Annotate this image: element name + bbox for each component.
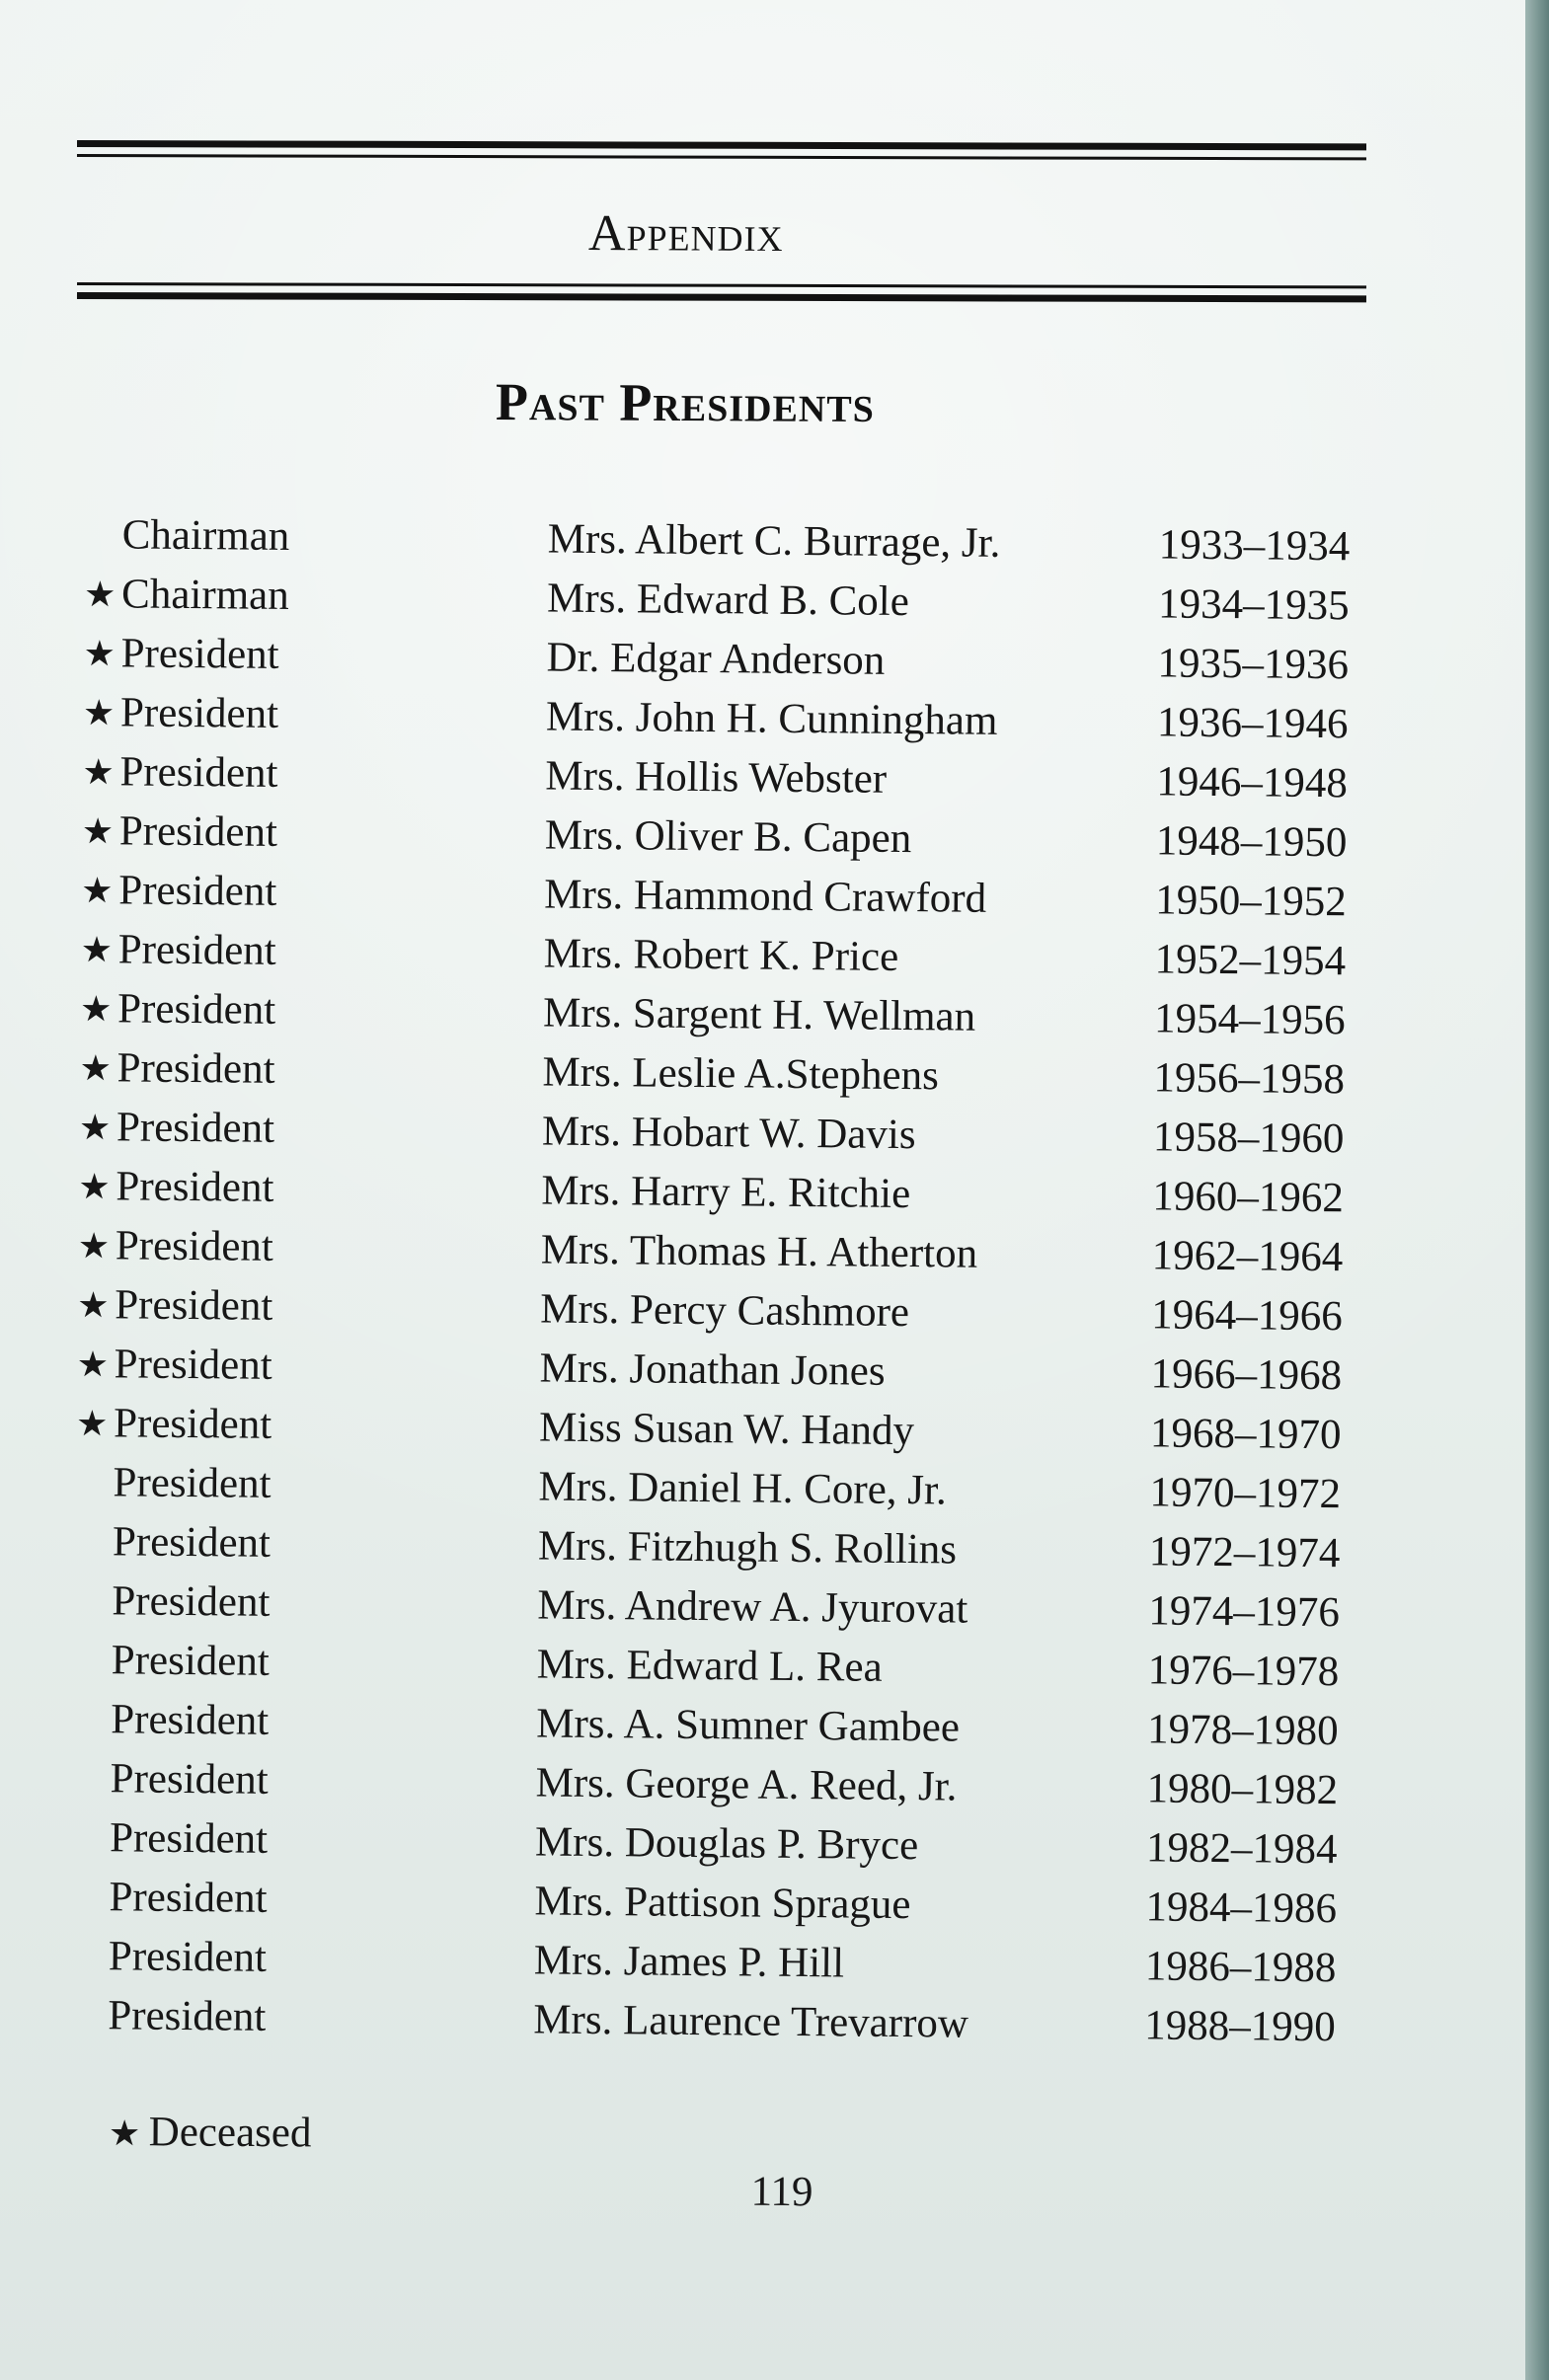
president-name: Mrs. Laurence Trevarrow <box>533 1996 969 2047</box>
deceased-star-icon: ★ <box>82 692 116 733</box>
president-row <box>76 1398 1419 1462</box>
president-name: Mrs. Albert C. Burrage, Jr. <box>547 515 1001 567</box>
deceased-star-icon: ★ <box>108 2113 141 2154</box>
term-years: 1976–1978 <box>1147 1647 1340 1696</box>
term-years: 1964–1966 <box>1150 1291 1343 1341</box>
president-name: Mrs. Jonathan Jones <box>539 1344 886 1395</box>
term-years: 1968–1970 <box>1149 1410 1342 1459</box>
term-years: 1958–1960 <box>1152 1113 1345 1163</box>
term-years: 1970–1972 <box>1149 1469 1342 1518</box>
president-name: Mrs. Sargent H. Wellman <box>542 989 976 1040</box>
role-title: President <box>118 867 277 915</box>
page-number: 119 <box>750 2168 813 2216</box>
role-title: President <box>120 630 279 678</box>
president-name: Mrs. Fitzhugh S. Rollins <box>537 1522 958 1574</box>
president-name: Mrs. Leslie A.Stephens <box>542 1048 940 1100</box>
role-title: President <box>116 985 276 1034</box>
president-row <box>74 1635 1417 1699</box>
appendix-heading: Appendix <box>587 205 784 264</box>
president-row <box>76 1339 1419 1403</box>
term-years: 1982–1984 <box>1145 1824 1338 1874</box>
role-title: President <box>111 1696 270 1744</box>
deceased-legend <box>109 2105 405 2162</box>
role-title: President <box>119 748 278 797</box>
president-row <box>83 687 1426 751</box>
president-name: Mrs. Percy Cashmore <box>540 1285 910 1337</box>
president-name: Mrs. Edward B. Cole <box>546 575 910 626</box>
deceased-label: Deceased <box>148 2109 312 2157</box>
term-years: 1956–1958 <box>1153 1054 1346 1104</box>
president-name: Mrs. Douglas P. Bryce <box>534 1818 919 1870</box>
president-row <box>84 569 1427 633</box>
book-edge-shadow <box>1525 0 1549 2380</box>
appendix-top-rule <box>77 140 1366 160</box>
past-presidents-heading: Past Presidents <box>495 372 875 434</box>
term-years: 1948–1950 <box>1155 817 1348 867</box>
president-name: Mrs. Pattison Sprague <box>534 1878 911 1929</box>
term-years: 1974–1976 <box>1148 1587 1341 1637</box>
role-title: President <box>118 807 278 856</box>
role-title: President <box>116 1044 275 1093</box>
president-row <box>71 1931 1414 1995</box>
president-row <box>79 1102 1422 1166</box>
deceased-star-icon: ★ <box>78 1166 111 1207</box>
term-years: 1972–1974 <box>1148 1528 1341 1577</box>
president-row <box>72 1812 1415 1877</box>
role-title: President <box>111 1637 271 1685</box>
president-name: Dr. Edgar Anderson <box>546 634 886 684</box>
deceased-star-icon: ★ <box>81 810 115 852</box>
role-title: President <box>116 1104 275 1152</box>
president-row <box>80 924 1423 988</box>
term-years: 1978–1980 <box>1146 1706 1339 1755</box>
president-row <box>81 865 1424 929</box>
president-row <box>75 1516 1418 1580</box>
deceased-star-icon: ★ <box>83 633 116 674</box>
president-name: Mrs. Andrew A. Jyurovat <box>537 1581 968 1633</box>
president-row <box>82 806 1425 870</box>
role-title: President <box>114 1341 272 1389</box>
president-name: Mrs. Robert K. Price <box>543 930 899 980</box>
role-title: Chairman <box>120 571 289 619</box>
term-years: 1954–1956 <box>1153 995 1346 1044</box>
role-title: President <box>113 1400 272 1448</box>
president-name: Mrs. Hammond Crawford <box>544 871 987 922</box>
president-name: Mrs. Daniel H. Core, Jr. <box>538 1463 947 1514</box>
president-row <box>75 1457 1418 1521</box>
president-row <box>72 1753 1415 1817</box>
role-title: President <box>112 1518 271 1567</box>
president-name: Miss Susan W. Handy <box>538 1404 915 1455</box>
president-name: Mrs. Harry E. Ritchie <box>541 1167 911 1218</box>
deceased-star-icon: ★ <box>80 929 114 970</box>
president-row <box>70 1990 1413 2054</box>
role-title: President <box>116 1163 274 1211</box>
term-years: 1984–1986 <box>1145 1883 1338 1933</box>
role-title: President <box>108 1992 267 2040</box>
president-name: Mrs. George A. Reed, Jr. <box>535 1759 958 1810</box>
term-years: 1966–1968 <box>1150 1350 1343 1400</box>
term-years: 1934–1935 <box>1157 580 1350 630</box>
president-row <box>80 983 1423 1047</box>
term-years: 1946–1948 <box>1156 758 1349 807</box>
deceased-star-icon: ★ <box>83 574 116 615</box>
president-row <box>74 1575 1417 1640</box>
deceased-star-icon: ★ <box>82 751 115 793</box>
role-title: President <box>108 1933 268 1981</box>
deceased-star-icon: ★ <box>76 1344 110 1385</box>
president-row <box>78 1220 1421 1284</box>
president-row <box>83 628 1426 692</box>
term-years: 1952–1954 <box>1154 936 1347 985</box>
deceased-star-icon: ★ <box>78 1107 112 1148</box>
president-name: Mrs. James P. Hill <box>533 1937 845 1987</box>
president-name: Mrs. Hollis Webster <box>545 752 888 803</box>
president-row <box>77 1279 1420 1344</box>
term-years: 1988–1990 <box>1144 2002 1337 2051</box>
deceased-star-icon: ★ <box>77 1284 110 1326</box>
president-row <box>73 1694 1416 1758</box>
term-years: 1962–1964 <box>1151 1232 1344 1281</box>
president-row <box>82 746 1425 810</box>
past-presidents-list <box>70 509 1428 2062</box>
president-name: Mrs. Edward L. Rea <box>536 1641 883 1691</box>
president-name: Mrs. Oliver B. Capen <box>544 811 912 863</box>
term-years: 1936–1946 <box>1156 699 1349 748</box>
president-row <box>85 509 1428 574</box>
president-name: Mrs. John H. Cunningham <box>545 693 998 744</box>
president-name: Mrs. Hobart W. Davis <box>541 1108 916 1159</box>
term-years: 1950–1952 <box>1155 877 1347 926</box>
role-title: Chairman <box>121 511 290 560</box>
role-title: President <box>115 1222 274 1270</box>
deceased-star-icon: ★ <box>75 1403 109 1444</box>
role-title: President <box>119 689 279 737</box>
role-title: President <box>115 1281 273 1330</box>
president-row <box>79 1042 1422 1107</box>
deceased-star-icon: ★ <box>77 1225 111 1267</box>
deceased-star-icon: ★ <box>79 1047 113 1089</box>
role-title: President <box>109 1814 269 1863</box>
president-row <box>71 1872 1414 1936</box>
appendix-bottom-rule <box>77 282 1366 302</box>
term-years: 1935–1936 <box>1157 640 1350 689</box>
role-title: President <box>112 1577 271 1626</box>
role-title: President <box>113 1459 271 1507</box>
deceased-star-icon: ★ <box>81 870 114 911</box>
term-years: 1960–1962 <box>1152 1173 1345 1222</box>
role-title: President <box>109 1874 268 1922</box>
president-name: Mrs. A. Sumner Gambee <box>535 1700 961 1751</box>
term-years: 1986–1988 <box>1144 1943 1337 1992</box>
term-years: 1980–1982 <box>1146 1765 1339 1814</box>
deceased-star-icon: ★ <box>79 988 113 1030</box>
role-title: President <box>117 926 276 974</box>
role-title: President <box>110 1755 269 1804</box>
president-row <box>78 1161 1421 1225</box>
term-years: 1933–1934 <box>1158 521 1351 571</box>
president-name: Mrs. Thomas H. Atherton <box>540 1226 978 1277</box>
